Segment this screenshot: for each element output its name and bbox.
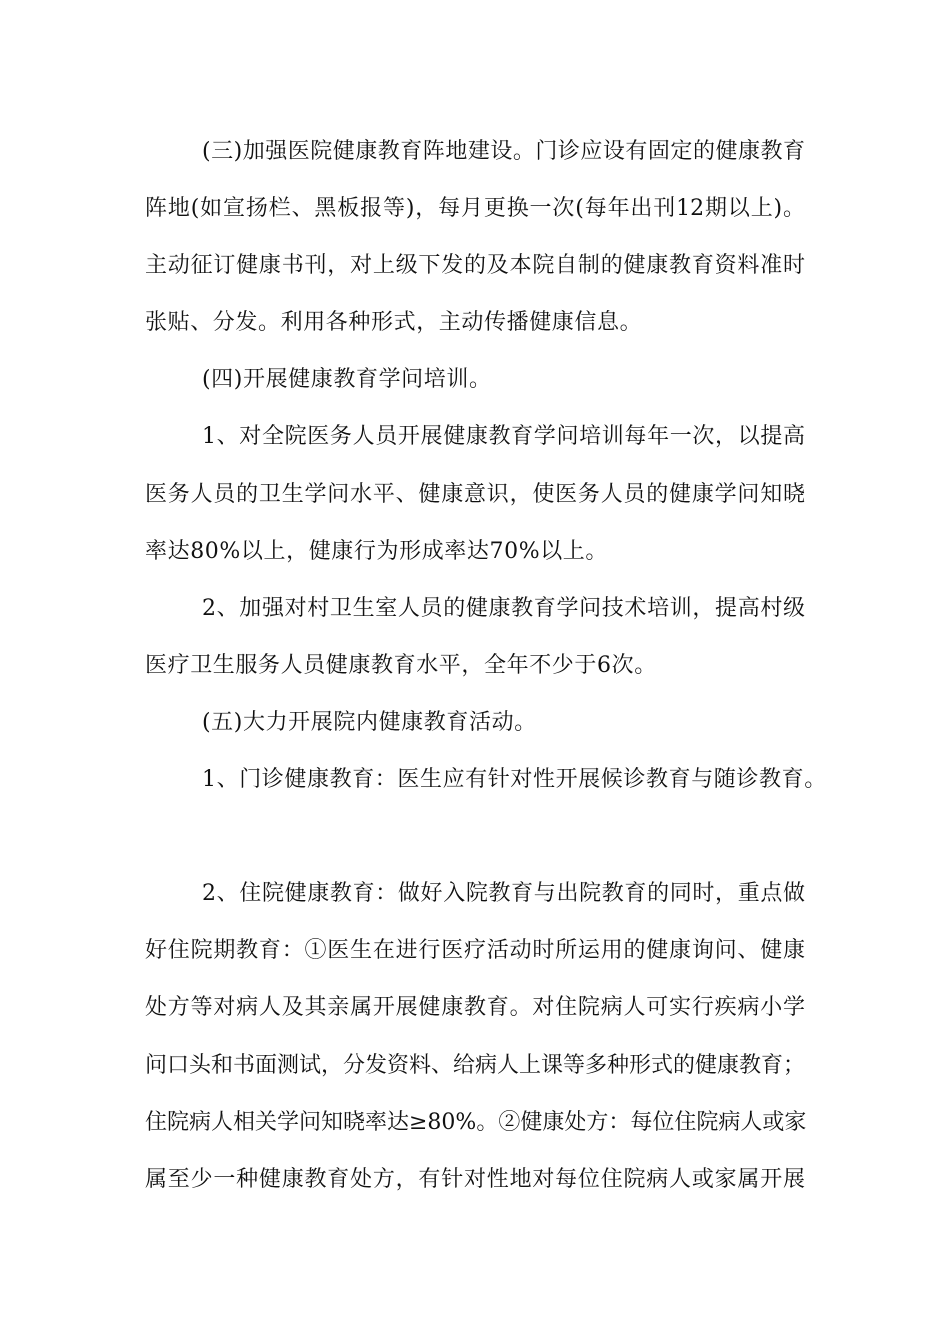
paragraph-item-village-training [145,580,805,694]
text-line: 主动征订健康书刊，对上级下发的及本院自制的健康教育资料准时 [145,253,805,279]
text-line: 医务人员的卫生学问水平、健康意识，使医务人员的健康学问知晓 [145,481,805,507]
text-line: 2、住院健康教育：做好入院教育与出院教育的同时，重点做 [202,881,805,907]
text-line: 属至少一种健康教育处方，有针对性地对每位住院病人或家属开展 [145,1166,805,1192]
paragraph-item-inpatient-education [145,865,805,1208]
text-line: 医疗卫生服务人员健康教育水平，全年不少于6次。 [145,652,657,678]
blank-line-spacer [145,808,805,865]
text-line: 张贴、分发。利用各种形式，主动传播健康信息。 [145,310,643,336]
text-line: (五)大力开展院内健康教育活动。 [202,709,537,735]
text-line: (四)开展健康教育学问培训。 [202,367,492,393]
text-line: 阵地(如宣扬栏、黑板报等)，每月更换一次(每年出刊12期以上)。 [145,196,805,222]
paragraph-item-outpatient-education [145,751,827,808]
document-body [145,123,827,1208]
text-line: 处方等对病人及其亲属开展健康教育。对住院病人可实行疾病小学 [145,995,805,1021]
text-line: 率达80%以上，健康行为形成率达70%以上。 [145,538,608,564]
text-line: 1、对全院医务人员开展健康教育学问培训每年一次，以提高 [202,424,805,450]
paragraph-section-three [145,123,805,351]
text-line: (三)加强医院健康教育阵地建设。门诊应设有固定的健康教育 [202,139,805,164]
text-line: 2、加强对村卫生室人员的健康教育学问技术培训，提高村级 [202,595,805,621]
heading-section-five [145,694,805,751]
text-line: 问口头和书面测试，分发资料、给病人上课等多种形式的健康教育； [145,1052,806,1078]
text-line: 好住院期教育：①医生在进行医疗活动时所运用的健康询问、健康 [145,938,805,964]
text-line: 住院病人相关学问知晓率达≥80%。②健康处方：每位住院病人或家 [145,1109,807,1135]
heading-section-four [145,351,805,408]
paragraph-item-staff-training [145,408,805,579]
text-line: 1、门诊健康教育：医生应有针对性开展候诊教育与随诊教育。 [202,767,827,793]
